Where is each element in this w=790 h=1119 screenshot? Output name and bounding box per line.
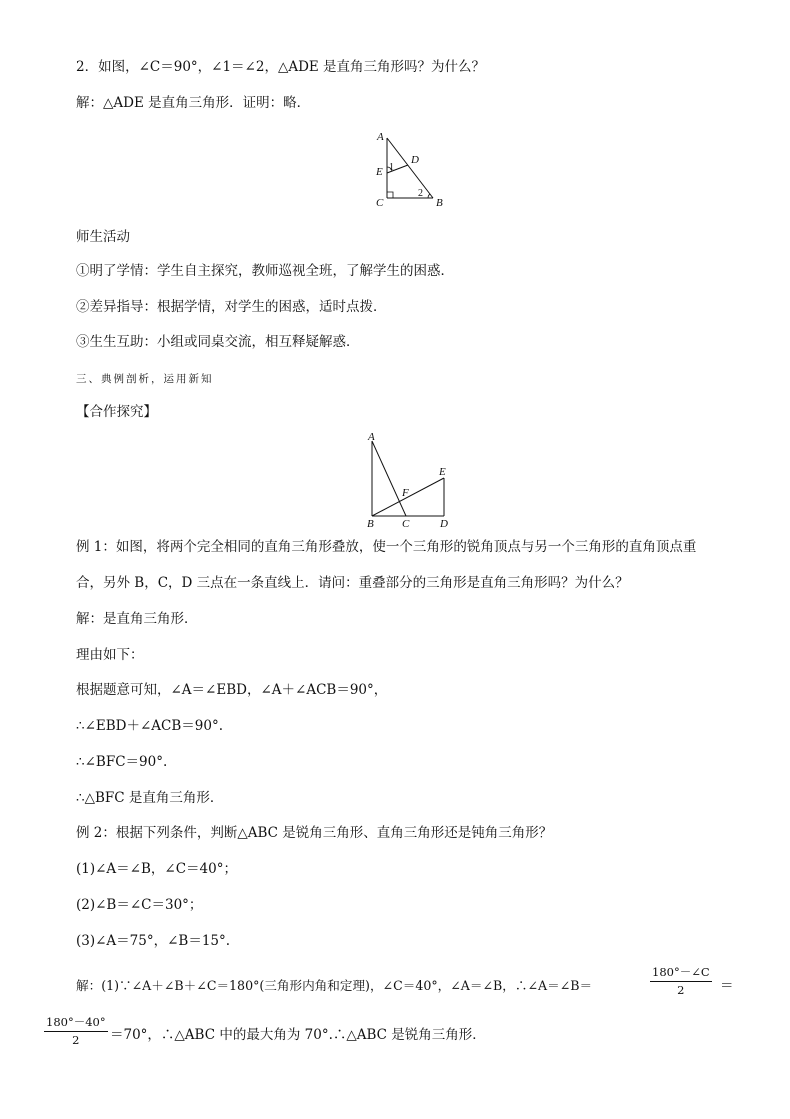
ex2-equals: ＝ (720, 978, 734, 994)
q2-title: 2．如图，∠C＝90°，∠1＝∠2，△ADE 是直角三角形吗？为什么？ (76, 59, 486, 75)
ex2-solution-suffix: ＝70°，∴△ABC 中的最大角为 70°.∴△ABC 是锐角三角形． (110, 1027, 486, 1043)
ex1-step-3: ∴∠BFC＝90°. (76, 754, 168, 770)
coop-label-b: B (367, 518, 374, 530)
ex2-fraction-2 (44, 1014, 108, 1047)
coop-label-d: D (440, 518, 448, 530)
ex2-fraction-1-denominator: 2 (677, 983, 685, 997)
activity-item-2: ②差异指导：根据学情，对学生的困惑，适时点拨． (76, 299, 387, 315)
q2-label-e: E (376, 166, 383, 178)
ex1-line-2: 合，另外 B，C，D 三点在一条直线上．请问：重叠部分的三角形是直角三角形吗？为什么？ (76, 575, 629, 591)
ex1-step-2: ∴∠EBD＋∠ACB＝90°. (76, 718, 224, 734)
q2-label-a: A (377, 131, 384, 143)
ex2-solution-prefix: 解：(1)∵∠A＋∠B＋∠C＝180°(三角形内角和定理)，∠C＝40°，∠A＝∠B，∴∠A＝∠B＝ (76, 978, 593, 993)
coop-label-e: E (439, 466, 446, 478)
ex2-title: 例 2：根据下列条件，判断△ABC 是锐角三角形、直角三角形还是钝角三角形？ (76, 825, 553, 841)
ex1-line-1: 例 1：如图，将两个完全相同的直角三角形叠放，使一个三角形的锐角顶点与另一个三角形的直角顶点重 (76, 539, 697, 555)
ex2-fraction-1-numerator: 180°－∠C (650, 964, 712, 982)
q2-answer: 解：△ADE 是直角三角形．证明：略． (76, 95, 311, 111)
activity-title: 师生活动 (76, 229, 130, 245)
ex1-step-4: ∴△BFC 是直角三角形． (76, 790, 224, 806)
q2-label-2: 2 (418, 188, 423, 199)
q2-right-angle-c (387, 192, 393, 198)
q2-label-c: C (376, 197, 384, 209)
ex1-step-1: 根据题意可知，∠A＝∠EBD，∠A＋∠ACB＝90°， (76, 682, 388, 698)
ex2-condition-3: (3)∠A＝75°，∠B＝15°. (76, 933, 231, 949)
section-heading: 三、典例剖析，运用新知 (76, 373, 214, 385)
q2-figure (368, 126, 452, 210)
coop-title: 【合作探究】 (76, 404, 157, 420)
coop-label-f: F (402, 487, 409, 499)
q2-label-d: D (411, 154, 419, 166)
coop-label-c: C (402, 518, 410, 530)
coop-side-ac (372, 441, 406, 516)
ex2-condition-2: (2)∠B＝∠C＝30°； (76, 897, 203, 913)
q2-label-1: 1 (389, 162, 394, 173)
coop-figure (360, 428, 460, 530)
q2-angle-mark-2 (428, 194, 430, 198)
ex2-fraction-2-numerator: 180°－40° (44, 1014, 108, 1032)
ex2-fraction-1 (650, 964, 712, 997)
ex1-reason: 理由如下： (76, 647, 144, 663)
activity-item-1: ①明了学情：学生自主探究，教师巡视全班，了解学生的困惑． (76, 263, 454, 279)
ex2-fraction-2-denominator: 2 (72, 1033, 80, 1047)
q2-label-b: B (436, 197, 443, 209)
ex2-condition-1: (1)∠A＝∠B，∠C＝40°； (76, 861, 237, 877)
activity-item-3: ③生生互助：小组或同桌交流，相互释疑解惑． (76, 334, 360, 350)
ex1-answer: 解：是直角三角形． (76, 611, 198, 627)
coop-label-a: A (368, 431, 375, 443)
